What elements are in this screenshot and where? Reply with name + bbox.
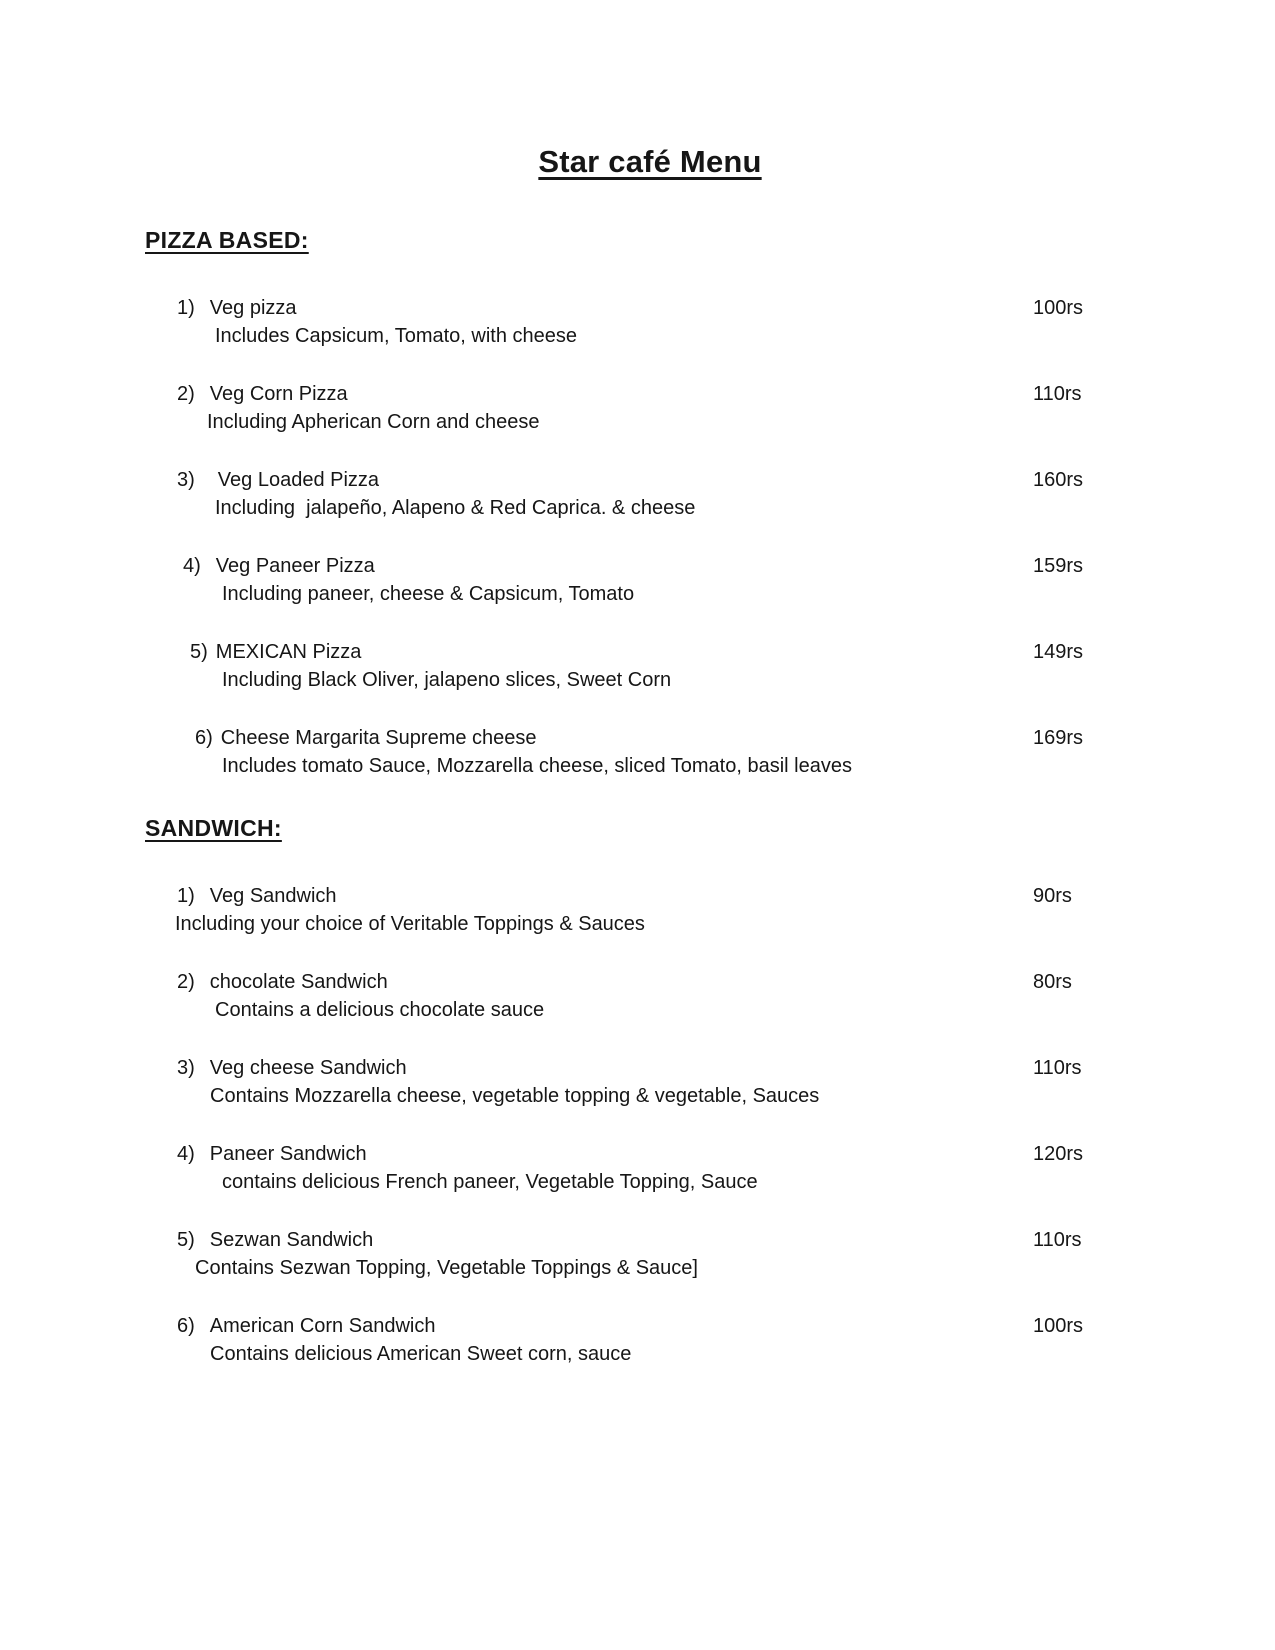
item-price: 100rs <box>1033 1315 1084 1337</box>
item-name: chocolate Sandwich <box>209 971 388 993</box>
item-description: Including Apherican Corn and cheese <box>207 411 540 433</box>
item-description: Contains delicious American Sweet corn, sauce <box>210 1343 632 1365</box>
item-number: 3) <box>177 469 195 491</box>
item-price: 110rs <box>1033 383 1082 405</box>
item-description: Contains Mozzarella cheese, vegetable topping & vegetable, Sauces <box>210 1085 820 1107</box>
menu-item <box>145 1054 1155 1110</box>
item-price: 160rs <box>1033 469 1084 491</box>
menu-item <box>145 724 1155 780</box>
item-description: contains delicious French paneer, Vegetable Topping, Sauce <box>222 1171 758 1193</box>
item-name: MEXICAN Pizza <box>215 641 362 663</box>
item-price: 100rs <box>1033 297 1084 319</box>
item-number: 3) <box>177 1057 195 1079</box>
item-description: Includes tomato Sauce, Mozzarella cheese, sliced Tomato, basil leaves <box>222 755 852 777</box>
item-name: Veg cheese Sandwich <box>209 1057 407 1079</box>
menu-item <box>145 882 1155 938</box>
item-number: 5) <box>190 641 208 663</box>
menu-item <box>145 552 1155 608</box>
item-description: Including Black Oliver, jalapeno slices, Sweet Corn <box>222 669 672 691</box>
item-number: 2) <box>177 383 195 405</box>
item-price: 90rs <box>1033 885 1072 907</box>
item-price: 149rs <box>1033 641 1084 663</box>
item-price: 110rs <box>1033 1057 1082 1079</box>
item-number: 6) <box>177 1315 195 1337</box>
item-description: Contains Sezwan Topping, Vegetable Toppings & Sauce] <box>195 1257 698 1279</box>
item-description: Contains a delicious chocolate sauce <box>215 999 545 1021</box>
menu-item <box>145 1226 1155 1282</box>
item-description: Including paneer, cheese & Capsicum, Tomato <box>222 583 635 605</box>
item-number: 1) <box>177 297 195 319</box>
page-title: Star café Menu <box>538 144 762 179</box>
item-description: Including jalapeño, Alapeno & Red Caprica. & cheese <box>215 497 696 519</box>
item-price: 110rs <box>1033 1229 1082 1251</box>
item-number: 6) <box>195 727 213 749</box>
section-heading: SANDWICH: <box>145 815 282 841</box>
item-price: 169rs <box>1033 727 1084 749</box>
menu-item <box>145 638 1155 694</box>
item-name: Veg Loaded Pizza <box>217 469 380 491</box>
item-price: 159rs <box>1033 555 1084 577</box>
item-number: 4) <box>183 555 201 577</box>
item-name: American Corn Sandwich <box>209 1315 436 1337</box>
item-description: Including your choice of Veritable Toppings & Sauces <box>175 913 645 935</box>
menu-item <box>145 1140 1155 1196</box>
item-name: Veg pizza <box>209 297 297 319</box>
section-heading: PIZZA BASED: <box>145 227 309 253</box>
menu-item <box>145 1312 1155 1368</box>
menu-item <box>145 294 1155 350</box>
item-number: 4) <box>177 1143 195 1165</box>
item-number: 5) <box>177 1229 195 1251</box>
item-description: Includes Capsicum, Tomato, with cheese <box>215 325 578 347</box>
menu-item <box>145 466 1155 522</box>
item-name: Veg Paneer Pizza <box>215 555 375 577</box>
item-price: 80rs <box>1033 971 1072 993</box>
item-name: Veg Corn Pizza <box>209 383 348 405</box>
item-price: 120rs <box>1033 1143 1084 1165</box>
item-name: Paneer Sandwich <box>209 1143 367 1165</box>
section-sandwich <box>145 814 1155 1368</box>
item-number: 1) <box>177 885 195 907</box>
menu-item <box>145 968 1155 1024</box>
item-name: Sezwan Sandwich <box>209 1229 374 1251</box>
section-pizza-based <box>145 226 1155 780</box>
item-name: Veg Sandwich <box>209 885 337 907</box>
item-name: Cheese Margarita Supreme cheese <box>220 727 537 749</box>
menu-item <box>145 380 1155 436</box>
item-number: 2) <box>177 971 195 993</box>
